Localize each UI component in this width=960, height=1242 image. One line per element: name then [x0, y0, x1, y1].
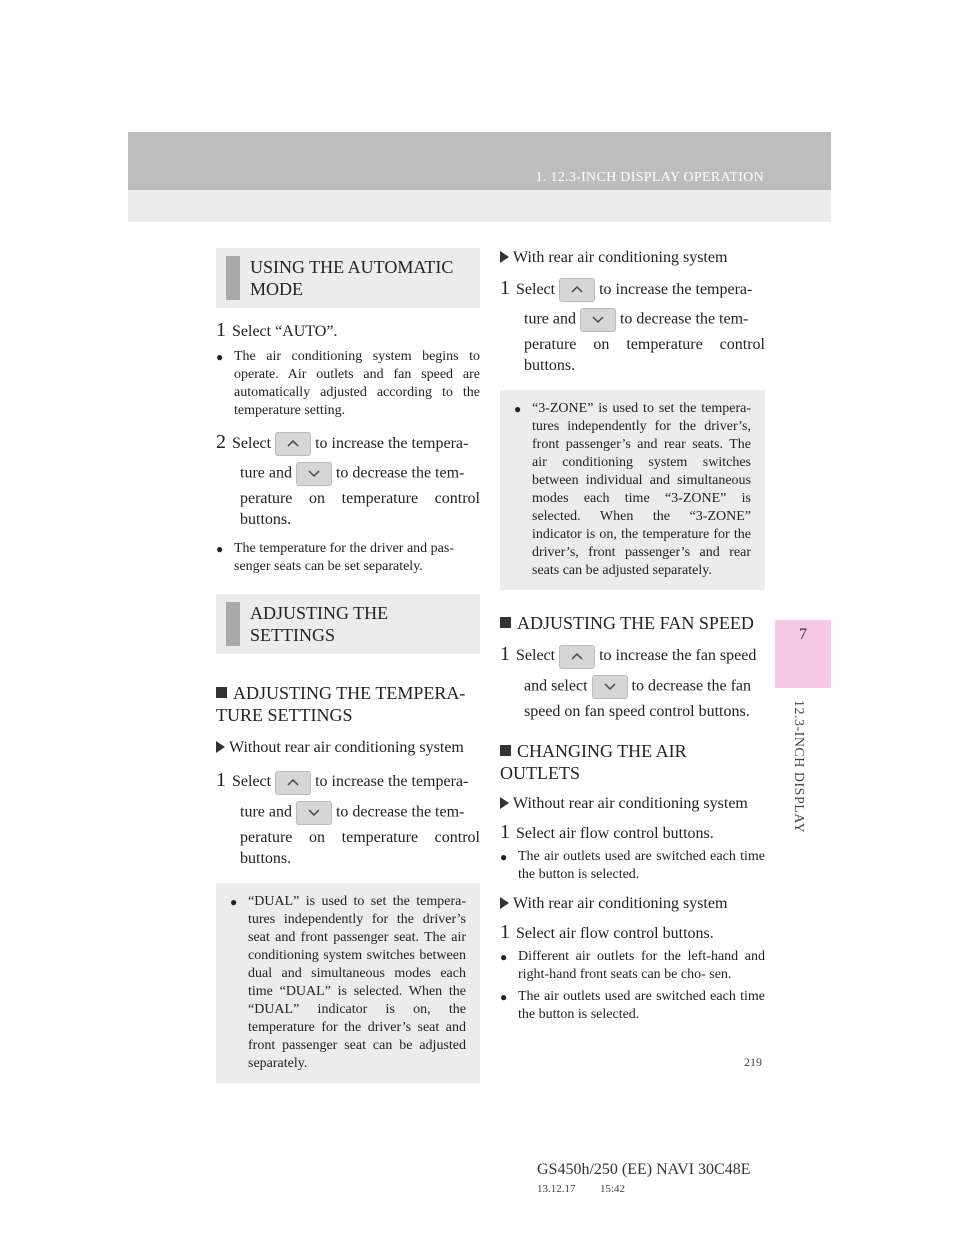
note-3-zone-text: ● “3-ZONE” is used to set the tempera- tures independently for the driver’s, front passenger’s and rear seats. The air conditioning system switches between individual and simultaneous modes each time “3-ZONE” is selected. When the “3-ZONE” indicator is on, the temperature for the driver’s, front passenger’s and rear seats can be adjusted separately.	[514, 400, 751, 580]
step-text: to increase the tempera-	[599, 281, 753, 298]
step-temperature	[216, 432, 480, 456]
down-arrow-button-icon	[580, 308, 616, 332]
step-number: 1	[500, 820, 510, 843]
arrow-right-icon	[500, 897, 509, 909]
step-text: ture and	[524, 311, 576, 328]
step-text: to decrease the tem-	[335, 803, 465, 821]
step-select-auto	[216, 320, 480, 342]
step-text: to increase the fan speed	[599, 647, 757, 665]
section-title-automatic-mode: USING THE AUTOMATIC MODE	[216, 248, 480, 308]
step-temperature-2-end: perature on temperature control buttons.	[240, 828, 480, 867]
condition-without-rear: Without rear air conditioning system	[216, 738, 480, 758]
step-text: Select air flow control buttons.	[516, 824, 714, 842]
step-number: 2	[216, 431, 226, 453]
down-arrow-button-icon	[296, 462, 332, 486]
down-arrow-button-icon	[592, 675, 628, 699]
chapter-number: 7	[799, 626, 807, 643]
subheading-temperature-settings: ADJUSTING THE TEMPERA- TURE SETTINGS	[216, 683, 466, 726]
arrow-right-icon	[500, 797, 509, 809]
step-number: 1	[500, 920, 510, 943]
up-arrow-button-icon	[275, 771, 311, 795]
bullet-driver-passenger: ● The temperature for the driver and pas- senger seats can be set separately.	[216, 540, 480, 576]
step-number: 1	[216, 319, 226, 341]
step-text: ture and	[240, 465, 292, 482]
step-temperature-rear	[500, 278, 765, 302]
footer-time: 15:42	[600, 1183, 626, 1195]
step-text: to increase the tempera-	[315, 773, 469, 791]
step-text: Select	[232, 773, 272, 791]
square-bullet-icon	[500, 745, 511, 756]
condition-with-rear: With rear air conditioning system	[500, 248, 765, 268]
header-subband	[128, 190, 831, 222]
subheading-fan-speed: ADJUSTING THE FAN SPEED	[500, 612, 765, 634]
step-temperature-rear-cont	[500, 308, 765, 332]
square-bullet-icon	[216, 687, 227, 698]
footer-date: 13.12.17	[537, 1183, 576, 1195]
step-text: Select “AUTO”.	[232, 323, 338, 340]
step-temperature-end: perature on temperature control buttons.	[240, 490, 480, 529]
step-text: Select	[232, 435, 272, 452]
arrow-right-icon	[500, 251, 509, 263]
up-arrow-button-icon	[559, 645, 595, 669]
up-arrow-button-icon	[275, 432, 311, 456]
note-3-zone	[500, 390, 765, 590]
page-header-title: 1. 12.3-INCH DISPLAY OPERATION	[535, 170, 764, 185]
up-arrow-button-icon	[559, 278, 595, 302]
step-text: to increase the tempera-	[315, 435, 469, 452]
right-column	[500, 248, 765, 1024]
step-text: ture and	[240, 803, 292, 821]
step-fan-speed-cont	[500, 675, 765, 699]
subheading-air-outlets: CHANGING THE AIR OUTLETS	[500, 740, 687, 783]
condition-with-rear-outlets: With rear air conditioning system	[500, 894, 765, 914]
step-air-flow-2	[500, 922, 765, 944]
step-text: to decrease the fan	[631, 677, 752, 695]
square-bullet-icon	[500, 617, 511, 628]
step-text: to decrease the tem-	[335, 465, 465, 482]
left-column	[216, 248, 480, 1083]
step-number: 1	[216, 769, 226, 792]
step-air-flow-1	[500, 822, 765, 844]
bullet-outlets-switched-2: ● The air outlets used are switched each time the button is selected.	[500, 988, 765, 1024]
step-text: Select	[516, 647, 556, 665]
chapter-label: 12.3-INCH DISPLAY	[791, 700, 806, 834]
footer-model: GS450h/250 (EE) NAVI 30C48E	[537, 1161, 751, 1178]
step-text: Select air flow control buttons.	[516, 924, 714, 942]
section-title-adjusting-settings: ADJUSTING THE SETTINGS	[216, 594, 480, 654]
step-fan-speed-end: speed on fan speed control buttons.	[524, 702, 750, 720]
step-number: 1	[500, 643, 510, 666]
bullet-auto-operate: ● The air conditioning system begins to operate. Air outlets and fan speed are automatically adjusted according to the temperature setting.	[216, 348, 480, 420]
step-temperature-cont	[216, 462, 480, 486]
step-text: and select	[524, 677, 588, 695]
step-temperature-2-cont	[216, 801, 480, 825]
bullet-outlets-switched-1: ● The air outlets used are switched each time the button is selected.	[500, 848, 765, 884]
note-dual-text: ● “DUAL” is used to set the tempera- tures independently for the driver’s seat and front passenger seat. The air conditioning system switches between dual and simultaneous modes each time “DUAL” is selected. When the “DUAL” indicator is on, the temperature for the driver’s seat and front passenger seat can be adjusted separately.	[230, 893, 466, 1073]
page-number: 219	[744, 1055, 762, 1069]
arrow-right-icon	[216, 741, 225, 753]
step-number: 1	[500, 277, 510, 299]
step-text: to decrease the tem-	[619, 311, 749, 328]
note-dual	[216, 883, 480, 1083]
bullet-left-right-outlets: ● Different air outlets for the left-hand and right-hand front seats can be cho- sen.	[500, 948, 765, 984]
down-arrow-button-icon	[296, 801, 332, 825]
step-text: Select	[516, 281, 556, 298]
step-temperature-2	[216, 770, 480, 794]
step-fan-speed	[500, 644, 765, 668]
condition-without-rear-outlets: Without rear air conditioning system	[500, 794, 765, 814]
step-temperature-rear-end: perature on temperature control buttons.	[524, 336, 765, 375]
